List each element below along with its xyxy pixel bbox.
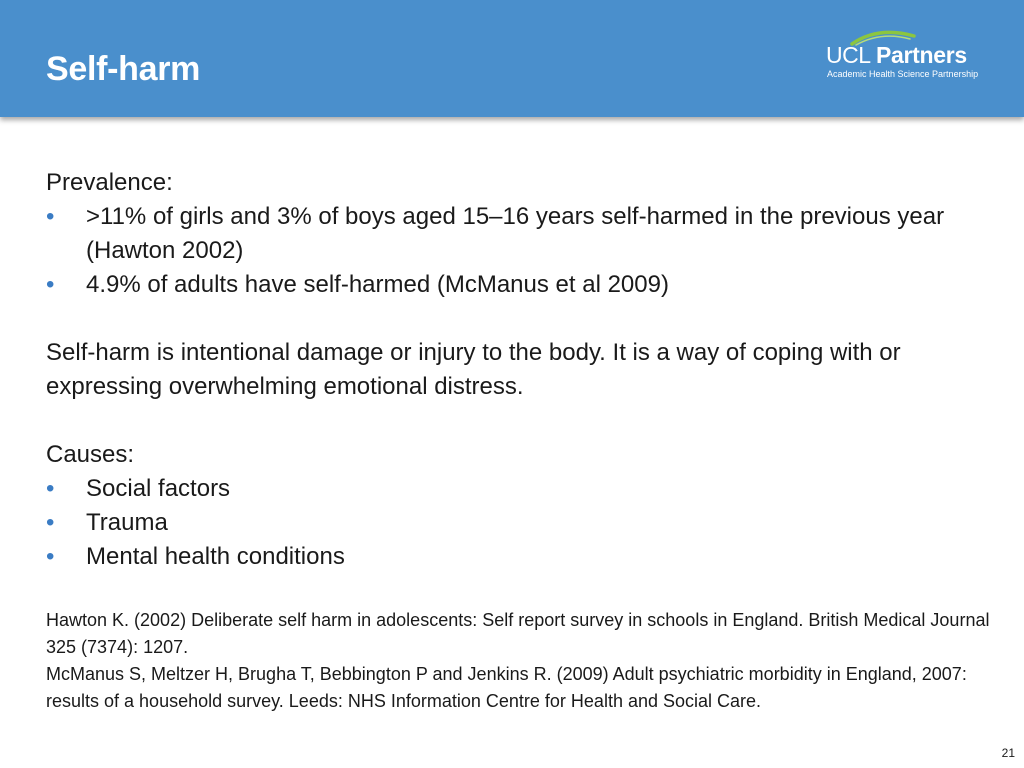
reference-mcmanus: McManus S, Meltzer H, Brugha T, Bebbington P and Jenkins R. (2009) Adult psychiatric morbidity in England, 2007: results of a household survey. Leeds: NHS Information Centre for Health and Social Care.	[46, 664, 967, 711]
bullet-icon: •	[46, 509, 55, 536]
causes-item-1: Social factors	[86, 475, 231, 502]
list-item	[46, 506, 986, 540]
bullet-icon: •	[46, 203, 55, 230]
prevalence-heading: Prevalence:	[46, 169, 173, 196]
causes-item-3: Mental health conditions	[86, 543, 345, 570]
slide-title: Self-harm	[46, 50, 201, 88]
logo-partners-text: Partners	[876, 42, 967, 68]
spacer	[46, 302, 986, 336]
uclpartners-logo	[826, 28, 991, 84]
logo-subtitle: Academic Health Science Partnership	[827, 69, 979, 79]
prevalence-list	[46, 200, 986, 302]
list-item	[46, 268, 986, 302]
causes-heading: Causes:	[46, 441, 135, 468]
logo-ucl-text: UCL	[826, 42, 871, 68]
spacer	[46, 404, 986, 438]
bullet-icon: •	[46, 271, 55, 298]
bullet-icon: •	[46, 543, 55, 570]
prevalence-item-2: 4.9% of adults have self-harmed (McManus et al 2009)	[86, 271, 669, 298]
references	[46, 607, 991, 715]
slide-header	[0, 0, 1024, 117]
list-item	[46, 200, 986, 268]
causes-item-2: Trauma	[86, 509, 168, 536]
causes-list	[46, 472, 986, 574]
bullet-icon: •	[46, 475, 55, 502]
prevalence-item-1: >11% of girls and 3% of boys aged 15–16 years self-harmed in the previous year (Hawton 2002)	[86, 203, 945, 264]
page-number: 21	[1001, 746, 1015, 760]
definition-text: Self-harm is intentional damage or injury to the body. It is a way of coping with or expressing overwhelming emotional distress.	[46, 339, 901, 400]
slide-body	[46, 166, 986, 574]
reference-hawton: Hawton K. (2002) Deliberate self harm in adolescents: Self report survey in schools in England. British Medical Journal 325 (7374): 1207.	[46, 610, 990, 657]
list-item	[46, 472, 986, 506]
list-item	[46, 540, 986, 574]
